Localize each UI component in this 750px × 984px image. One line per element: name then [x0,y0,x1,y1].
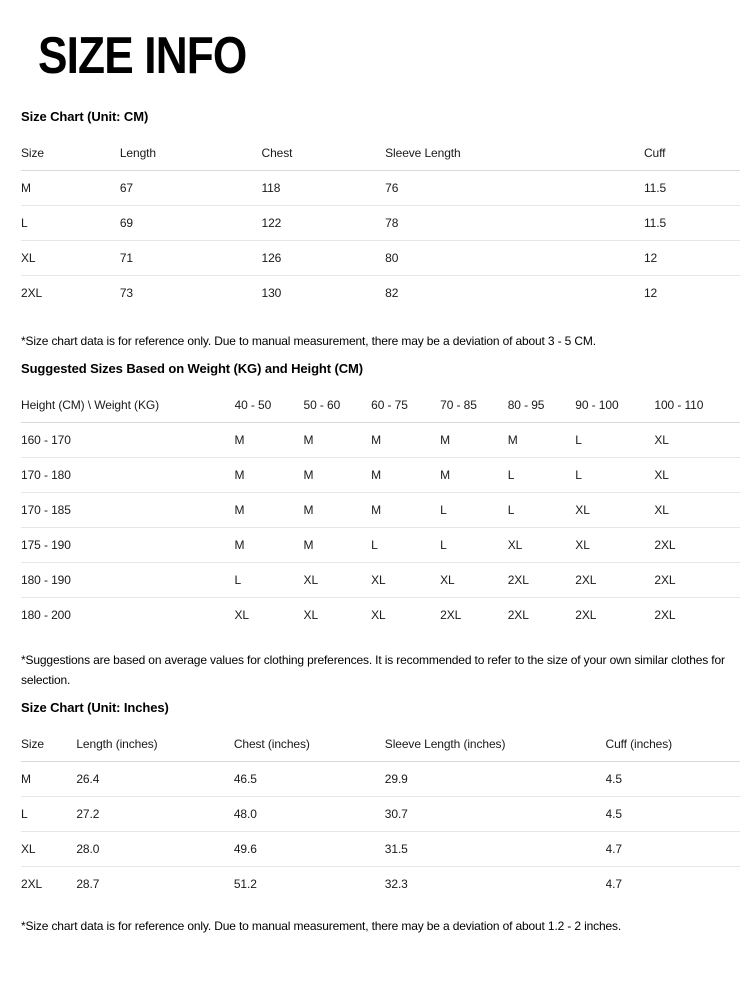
column-header: Sleeve Length [385,146,461,160]
table-cell: L [575,468,582,482]
table-cell: 11.5 [643,181,667,195]
table-cell: L [234,573,242,587]
table-row [21,241,740,276]
table-cell: 118 [261,181,281,195]
table-cell: XL [654,433,669,447]
table-cell: L [440,538,447,552]
size-info-page [0,27,750,984]
table-cell: 31.5 [384,842,408,856]
table-row [21,206,740,241]
column-header: Length [119,146,156,160]
table-row [21,458,740,493]
section-size-chart-cm [21,109,740,351]
table-cell: 122 [261,216,282,230]
table-cell: 32.3 [384,877,408,891]
table-cell: XL [303,573,319,587]
table-cell: M [303,503,314,517]
column-header: Cuff [643,146,666,160]
table-cell: 2XL [440,608,462,622]
table-cell: M [234,538,245,552]
table-cell: 2XL [654,573,676,587]
table-cell: XL [507,538,523,552]
table-cell: 28.7 [76,877,100,891]
column-header: 60 - 75 [371,398,408,412]
table-cell: M [440,433,451,447]
table-cell: 51.2 [233,877,257,891]
suggested-sizes-table [21,388,740,632]
table-cell: L [371,538,378,552]
table-cell: 76 [385,181,399,195]
table-cell: 49.6 [233,842,257,856]
table-cell: XL [654,503,669,517]
table-cell: 11.5 [643,216,667,230]
table-cell: 71 [119,251,134,265]
column-header: 90 - 100 [575,398,619,412]
table-cell: 29.9 [384,772,408,786]
size-chart-cm-note: *Size chart data is for reference only. Due to manual measurement, there may be a deviation of about 3 - 5 CM. [21,334,596,348]
table-cell: M [371,503,382,517]
table-cell: 2XL [507,608,529,622]
table-cell: XL [440,573,455,587]
column-header: 80 - 95 [507,398,545,412]
table-cell: 78 [385,216,399,230]
table-cell: 46.5 [233,772,257,786]
table-cell: M [234,433,245,447]
table-header-row [21,388,740,423]
column-header: 70 - 85 [440,398,477,412]
table-cell: XL [21,842,36,856]
table-cell: 170 - 185 [21,503,71,517]
size-chart-inches-table [21,727,740,901]
table-cell: L [440,503,447,517]
page-title: SIZE INFO [38,27,247,85]
table-cell: 2XL [21,286,43,300]
table-cell: 126 [261,251,282,265]
table-cell: M [440,468,451,482]
table-cell: 73 [119,286,134,300]
table-cell: 175 - 190 [21,538,71,552]
table-cell: M [234,468,245,482]
table-cell: XL [371,608,386,622]
table-cell: 170 - 180 [21,468,71,482]
table-cell: XL [575,503,590,517]
column-header: 40 - 50 [234,398,272,412]
table-header-row [21,727,740,762]
table-row [21,563,740,598]
suggested-sizes-note: *Suggestions are based on average values for clothing preferences. It is recommended to refer to the size of your own similar clothes for selection. [21,653,725,687]
table-cell: M [21,772,31,786]
table-cell: M [371,433,382,447]
table-cell: M [303,538,314,552]
column-header: Height (CM) \ Weight (KG) [21,398,159,412]
table-cell: 82 [385,286,399,300]
size-chart-cm-table [21,136,740,310]
table-cell: L [507,503,515,517]
table-cell: 2XL [21,877,43,891]
column-header: Size [21,146,44,160]
section-suggested-sizes [21,361,740,690]
table-cell: 180 - 200 [21,608,71,622]
table-cell: M [507,433,518,447]
table-cell: 180 - 190 [21,573,71,587]
table-cell: 28.0 [76,842,100,856]
table-cell: 12 [643,286,658,300]
table-cell: 4.7 [605,842,622,856]
table-cell: 4.7 [605,877,622,891]
section-size-chart-inches [21,700,740,936]
table-cell: 30.7 [384,807,408,821]
table-cell: M [234,503,245,517]
table-cell: 2XL [575,573,597,587]
table-row [21,528,740,563]
table-row [21,493,740,528]
table-cell: 48.0 [233,807,257,821]
table-row [21,797,740,832]
table-cell: L [507,468,515,482]
table-header-row [21,136,740,171]
column-header: Size [21,737,44,751]
table-cell: M [371,468,382,482]
table-row [21,276,740,311]
column-header: Chest (inches) [233,737,310,751]
column-header: Cuff (inches) [605,737,673,751]
table-row [21,867,740,902]
size-chart-inches-note: *Size chart data is for reference only. Due to manual measurement, there may be a deviation of about 1.2 - 2 inches. [21,919,622,933]
table-cell: XL [654,468,669,482]
table-cell: 26.4 [76,772,100,786]
table-cell: 80 [385,251,399,265]
table-row [21,762,740,797]
size-chart-cm-heading: Size Chart (Unit: CM) [21,109,149,124]
table-cell: 12 [643,251,658,265]
table-cell: XL [575,538,590,552]
table-cell: 69 [119,216,134,230]
column-header: Sleeve Length (inches) [384,737,506,751]
table-row [21,598,740,633]
table-cell: 27.2 [76,807,100,821]
size-chart-inches-heading: Size Chart (Unit: Inches) [21,700,169,715]
table-cell: L [575,433,582,447]
suggested-sizes-heading: Suggested Sizes Based on Weight (KG) and Height (CM) [21,361,363,376]
table-cell: 160 - 170 [21,433,71,447]
table-cell: M [21,181,31,195]
table-cell: 2XL [575,608,597,622]
table-cell: 4.5 [605,807,622,821]
table-cell: XL [371,573,386,587]
column-header: Length (inches) [76,737,158,751]
table-cell: 130 [261,286,282,300]
table-cell: M [303,433,314,447]
table-cell: 2XL [654,608,676,622]
column-header: 50 - 60 [303,398,341,412]
table-cell: 4.5 [605,772,622,786]
table-cell: L [21,216,28,230]
table-row [21,423,740,458]
table-cell: 67 [119,181,134,195]
table-row [21,832,740,867]
table-cell: XL [21,251,36,265]
table-cell: 2XL [654,538,676,552]
table-cell: XL [303,608,319,622]
table-cell: L [21,807,28,821]
column-header: Chest [261,146,293,160]
table-row [21,171,740,206]
table-cell: 2XL [507,573,529,587]
column-header: 100 - 110 [654,398,704,412]
table-cell: M [303,468,314,482]
table-cell: XL [234,608,250,622]
